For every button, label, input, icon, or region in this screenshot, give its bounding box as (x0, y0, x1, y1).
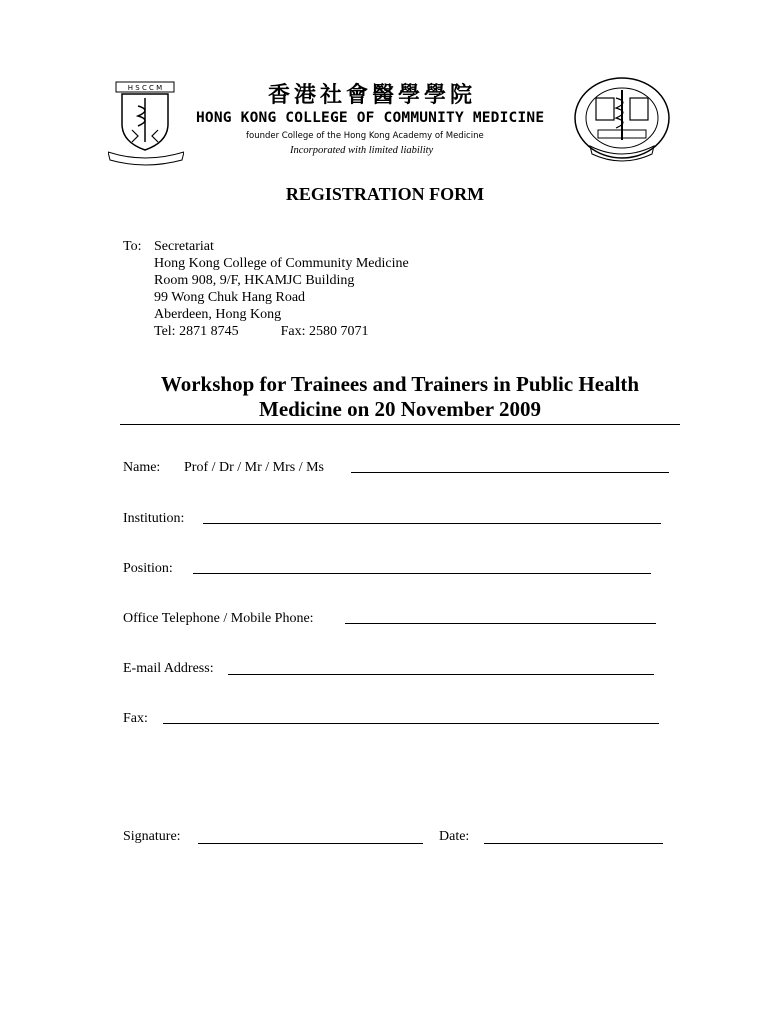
to-label: To: (123, 239, 142, 254)
founder-line: founder College of the Hong Kong Academy of Medicine (246, 131, 484, 141)
crest-letters: H S C C M (127, 84, 163, 92)
address-line: Secretariat (154, 239, 214, 254)
phone-input-line[interactable] (345, 623, 656, 624)
workshop-title-line2: Medicine on 20 November 2009 (259, 397, 541, 421)
name-label: Name: (123, 460, 161, 475)
institution-input-line[interactable] (203, 523, 661, 524)
fax-input-line[interactable] (163, 723, 659, 724)
address-line: Room 908, 9/F, HKAMJC Building (154, 273, 355, 288)
signature-label: Signature: (123, 829, 181, 844)
workshop-title (110, 372, 690, 422)
tel-number: Tel: 2871 8745 (154, 324, 239, 339)
address-line: Hong Kong College of Community Medicine (154, 256, 409, 271)
date-label: Date: (439, 829, 470, 844)
signature-input-line[interactable] (198, 843, 423, 844)
name-titles: Prof / Dr / Mr / Mrs / Ms (184, 460, 325, 475)
name-input-line[interactable] (351, 472, 669, 473)
college-crest-left (108, 80, 184, 166)
college-chinese-name: 香港社會醫學學院 (268, 83, 477, 108)
date-input-line[interactable] (484, 843, 663, 844)
fax-label: Fax: (123, 711, 148, 726)
institution-label: Institution: (123, 511, 185, 526)
academy-seal-right (572, 76, 672, 164)
incorporated-line: Incorporated with limited liability (290, 145, 434, 156)
title-underline (120, 424, 680, 425)
form-title: REGISTRATION FORM (285, 184, 485, 204)
workshop-title-line1: Workshop for Trainees and Trainers in Public Health (160, 372, 640, 396)
address-block (154, 238, 409, 340)
college-english-name: HONG KONG COLLEGE OF COMMUNITY MEDICINE (196, 110, 545, 126)
position-input-line[interactable] (193, 573, 651, 574)
fax-number: Fax: 2580 7071 (280, 324, 369, 339)
email-input-line[interactable] (228, 674, 654, 675)
position-label: Position: (123, 561, 173, 576)
address-line: Aberdeen, Hong Kong (154, 307, 282, 322)
email-label: E-mail Address: (123, 661, 214, 676)
phone-label: Office Telephone / Mobile Phone: (123, 611, 314, 626)
address-line: 99 Wong Chuk Hang Road (154, 290, 306, 305)
